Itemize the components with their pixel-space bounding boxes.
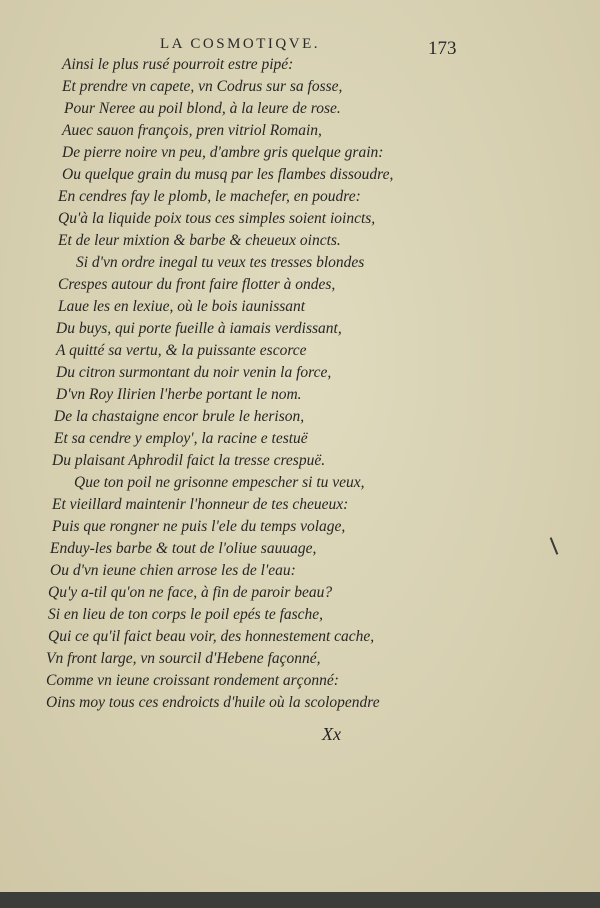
running-title: LA COSMOTIQVE. xyxy=(160,36,321,52)
verse-line: Si d'vn ordre inegal tu veux tes tresses blondes xyxy=(76,254,365,271)
verse-line: Du plaisant Aphrodil faict la tresse crespuë. xyxy=(52,452,326,469)
verse-line: Ainsi le plus rusé pourroit estre pipé: xyxy=(62,56,294,73)
verse-line: Ou d'vn ieune chien arrose les de l'eau: xyxy=(50,562,296,579)
verse-line: De la chastaigne encor brule le herison, xyxy=(54,408,305,425)
verse-line: Que ton poil ne grisonne empescher si tu veux, xyxy=(74,474,365,491)
scan-border xyxy=(0,892,600,908)
verse-line: D'vn Roy Ilirien l'herbe portant le nom. xyxy=(56,386,302,403)
margin-stroke xyxy=(550,537,559,554)
verse-line: A quitté sa vertu, & la puissante escorce xyxy=(56,342,307,359)
verse-line: Et vieillard maintenir l'honneur de tes cheueux: xyxy=(52,496,349,513)
verse-line: Qu'à la liquide poix tous ces simples soient ioincts, xyxy=(58,210,376,227)
verse-line: Enduy-les barbe & tout de l'oliue sauuage, xyxy=(50,540,317,557)
verse-line: Pour Neree au poil blond, à la leure de rose. xyxy=(64,100,341,117)
verse-line: Oins moy tous ces endroicts d'huile où la scolopendre xyxy=(46,694,380,711)
verse-line: Et sa cendre y employ', la racine e testuë xyxy=(54,430,308,447)
verse-line: Du citron surmontant du noir venin la force, xyxy=(56,364,332,381)
page-number: 173 xyxy=(428,38,457,59)
verse-line: Si en lieu de ton corps le poil epés te fasche, xyxy=(48,606,324,623)
verse-line: Et de leur mixtion & barbe & cheueux oincts. xyxy=(58,232,341,249)
verse-line: De pierre noire vn peu, d'ambre gris quelque grain: xyxy=(62,144,384,161)
verse-line: Auec sauon françois, pren vitriol Romain, xyxy=(62,122,322,139)
verse-line: Et prendre vn capete, vn Codrus sur sa fosse, xyxy=(62,78,343,95)
verse-line: En cendres fay le plomb, le machefer, en poudre: xyxy=(58,188,361,205)
verse-line: Comme vn ieune croissant rondement arçonné: xyxy=(46,672,339,689)
verse-line: Qu'y a-til qu'on ne face, à fin de paroir beau? xyxy=(48,584,333,601)
verse-line: Vn front large, vn sourcil d'Hebene façonné, xyxy=(46,650,321,667)
verse-line: Qui ce qu'il faict beau voir, des honnestement cache, xyxy=(48,628,375,645)
verse-line: Crespes autour du front faire flotter à ondes, xyxy=(58,276,336,293)
verse-line: Ou quelque grain du musq par les flambes dissoudre, xyxy=(62,166,394,183)
verse-line: Du buys, qui porte fueille à iamais verdissant, xyxy=(56,320,342,337)
catchword: Xx xyxy=(322,724,341,744)
verse-line: Puis que rongner ne puis l'ele du temps volage, xyxy=(52,518,346,535)
verse-line: Laue les en lexiue, où le bois iaunissant xyxy=(58,298,306,315)
